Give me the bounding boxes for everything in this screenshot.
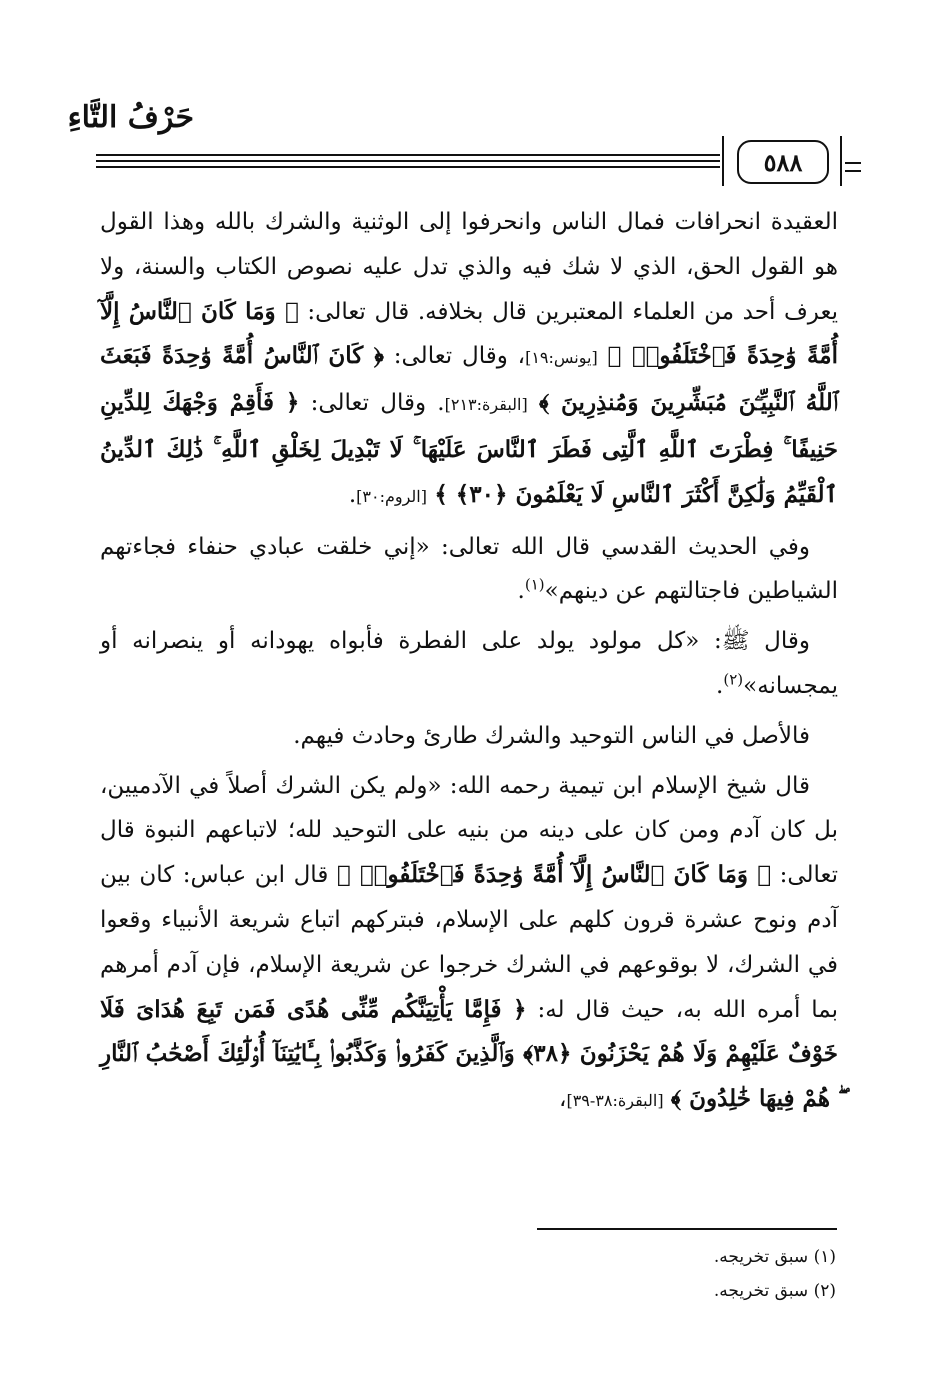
quran-verse: ﴿ وَمَا كَانَ ٱلنَّاسُ إِلَّآ أُمَّةً وَٰحِدَةً فَٱخْتَلَفُوا۟ ﴾ xyxy=(336,861,772,889)
paragraph-2-end: . xyxy=(517,578,525,605)
paragraph-3 xyxy=(100,619,838,709)
page-number-bracket-right xyxy=(832,136,842,186)
footnote-marker-1: (١) xyxy=(524,575,545,594)
header-dash-top xyxy=(845,162,861,164)
quran-verse: ﴿ وَمَا كَانَ ٱلنَّاسُ إِلَّآ أُمَّةً وَٰحِدَةً فَٱخْتَلَفُوا۟ ﴾ xyxy=(100,297,838,370)
page-number-bracket-left xyxy=(722,136,732,186)
paragraph-3-end: . xyxy=(716,672,724,699)
footnote-marker-2: (٢) xyxy=(723,670,744,689)
page-number: ٥٨٨ xyxy=(737,140,829,184)
paragraph-5-text-2: قال ابن عباس: كان بين آدم ونوح عشرة قرون كلهم على الإسلام، فبتركهم اتباع شريعة الأنبياء وقعوا في الشرك، لا بوقوعهم في الشرك خرجوا عن شريعة الإسلام، فإن آدم أمرهم بما أمره الله به، حيث قال له: xyxy=(100,862,839,1023)
paragraph-5-text: قال شيخ الإسلام ابن تيمية رحمه الله: «ولم يكن الشرك أصلاً في الآدميين، بل كان آدم ومن كان على دينه من بنيه على التوحيد لله؛ لاتباعهم النبوة قال تعالى: xyxy=(100,772,839,889)
paragraph-1-text-2: ، وقال تعالى: xyxy=(393,343,526,370)
footnote-2: (٢) سبق تخريجه. xyxy=(713,1281,836,1301)
quran-verse: ﴿ كَانَ ٱلنَّاسُ أُمَّةً وَٰحِدَةً فَبَعَثَ ٱللَّهُ ٱلنَّبِيِّـۧنَ مُبَشِّرِينَ وَمُنذِرِينَ ﴾ xyxy=(100,342,839,417)
header-rule-bottom xyxy=(96,166,720,168)
verse-reference: [يونس:١٩] xyxy=(525,348,598,368)
footnotes xyxy=(500,1240,836,1308)
paragraph-1-text: العقيدة انحرافات فمال الناس وانحرفوا إلى الوثنية والشرك بالله وهذا القول هو القول الحق، الذي لا شك فيه والذي تدل عليه نصوص الكتاب والسنة، ولا يعرف أحد من العلماء المعتبرين قال بخلافه. قال تعالى: xyxy=(100,209,838,325)
footnote-1: (١) سبق تخريجه. xyxy=(713,1247,836,1267)
paragraph-2 xyxy=(100,525,838,615)
header-rule-top xyxy=(96,154,720,156)
verse-reference: [البقرة:٣٨-٣٩] xyxy=(566,1091,664,1111)
paragraph-1 xyxy=(100,200,838,520)
header-dash-bottom xyxy=(845,170,861,172)
hadith-text: وقال ﷺ: «كل مولود يولد على الفطرة فأبواه يهودانه أو ينصرانه أو يمجسانه» xyxy=(100,628,838,699)
chapter-title: حَرْفُ التَّاءِ xyxy=(67,100,194,135)
hadith-qudsi-text: وفي الحديث القدسي قال الله تعالى: «إني خلقت عبادي حنفاء فجاءتهم الشياطين فاجتالتهم عن دينهم» xyxy=(100,533,838,605)
paragraph-1-text-3: . وقال تعالى: xyxy=(310,390,445,417)
paragraph-4: فالأصل في الناس التوحيد والشرك طارئ وحادث فيهم. xyxy=(293,722,810,749)
footnote-separator xyxy=(537,1228,837,1230)
quran-verse: ﴿ فَأَقِمْ وَجْهَكَ لِلدِّينِ حَنِيفًا ۚ فِطْرَتَ ٱللَّهِ ٱلَّتِى فَطَرَ ٱلنَّاسَ عَلَيْهَا ۚ لَا تَبْدِيلَ لِخَلْقِ ٱللَّهِ ۚ ذَٰلِكَ ٱلدِّينُ ٱلْقَيِّمُ وَلَٰكِنَّ أَكْثَرَ ٱلنَّاسِ لَا يَعْلَمُونَ ﴿٣٠﴾ ﴾ xyxy=(100,389,838,508)
verse-reference: [الروم:٣٠] xyxy=(356,486,427,506)
quran-verse: ﴿ فَإِمَّا يَأْتِيَنَّكُم مِّنِّى هُدًى فَمَن تَبِعَ هُدَاىَ فَلَا خَوْفٌ عَلَيْهِمْ وَلَا هُمْ يَحْزَنُونَ ﴿٣٨﴾ وَٱلَّذِينَ كَفَرُوا۟ وَكَذَّبُوا۟ بِـَٔايَٰتِنَآ أُو۟لَٰٓئِكَ أَصْحَٰبُ ٱلنَّارِ ۖ هُمْ فِيهَا خَٰلِدُونَ ﴾ xyxy=(100,995,838,1113)
body-text xyxy=(100,200,838,1129)
paragraph-5-end: ، xyxy=(559,1086,567,1113)
paragraph-5 xyxy=(100,764,838,1124)
paragraph-1-end: . xyxy=(348,481,357,508)
verse-reference: [البقرة:٢١٣] xyxy=(444,395,528,415)
header-rule-mid xyxy=(96,160,720,162)
